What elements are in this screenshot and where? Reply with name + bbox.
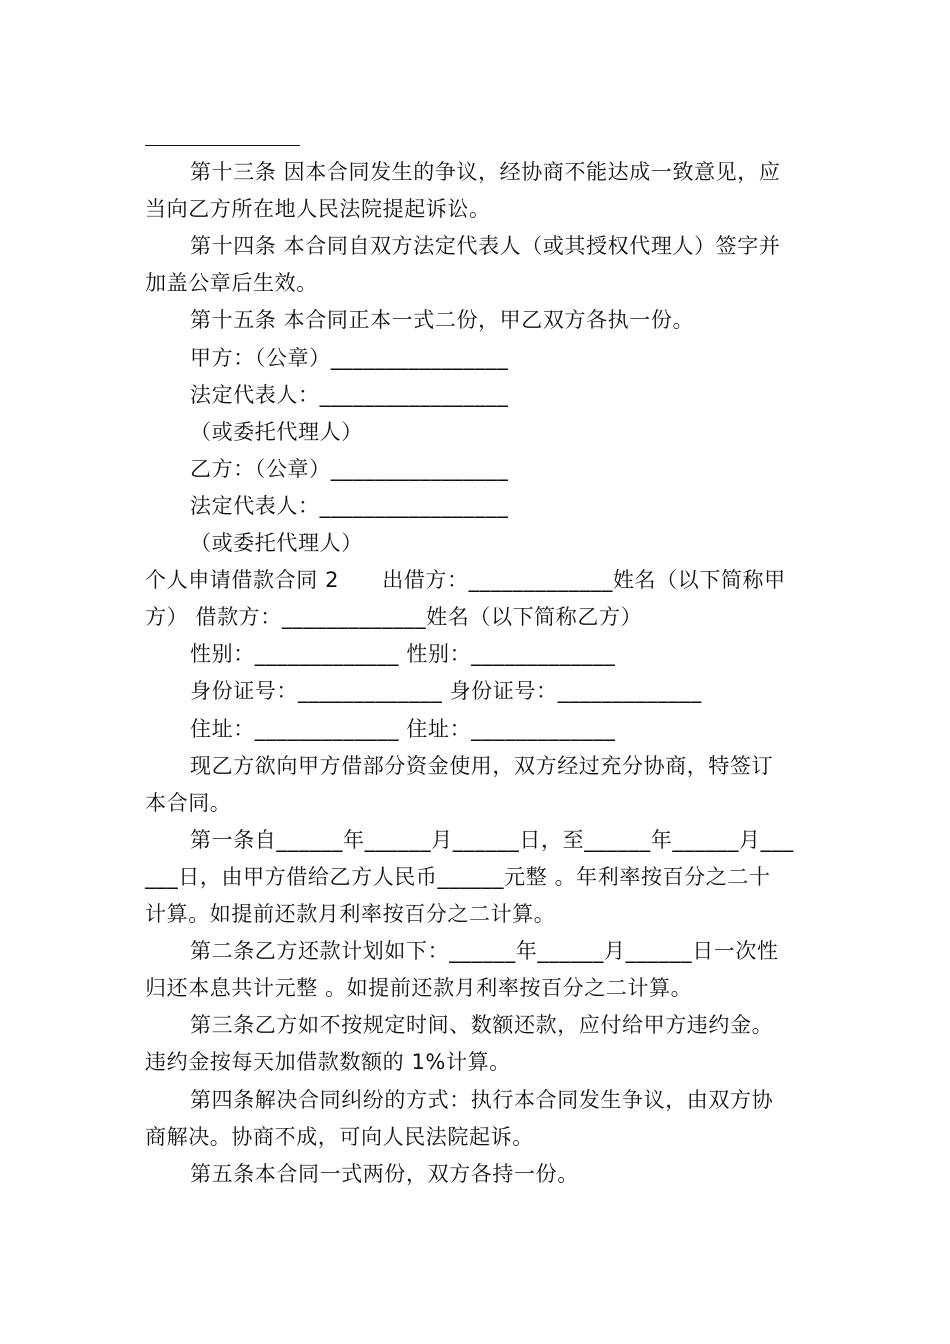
text-line: 法定代表人：_________________ <box>190 382 509 407</box>
text-line: 第十四条 本合同自双方法定代表人（或其授权代理人）签字并 <box>190 234 781 259</box>
text-line: 住址：_____________ 住址：_____________ <box>190 716 616 741</box>
text-line: 乙方：（公章）________________ <box>190 456 509 481</box>
text-line: 法定代表人：_________________ <box>190 493 509 518</box>
text-line: 第二条乙方还款计划如下：______年______月______日一次性 <box>190 939 779 964</box>
text-line: 商解决。协商不成，可向人民法院起诉。 <box>145 1124 534 1149</box>
text-line: 个人申请借款合同 2 出借方：_____________姓名（以下简称甲 <box>145 568 786 593</box>
text-line: 违约金按每天加借款数额的 1%计算。 <box>145 1050 511 1075</box>
text-line: 计算。如提前还款月利率按百分之二计算。 <box>145 902 556 926</box>
text-line: 第五条本合同一式两份，双方各持一份。 <box>190 1161 579 1186</box>
text-line: 身份证号：_____________ 身份证号：_____________ <box>190 679 702 704</box>
text-line: 性别：_____________ 性别：_____________ <box>190 642 616 667</box>
text-line: 甲方：（公章）________________ <box>190 345 509 370</box>
text-line: 方） 借款方：_____________姓名（以下简称乙方） <box>145 605 643 630</box>
text-line: （或委托代理人） <box>190 531 363 555</box>
text-line: 归还本息共计元整 。如提前还款月利率按百分之二计算。 <box>145 976 693 1001</box>
top-blank-line <box>145 145 300 146</box>
text-line: 现乙方欲向甲方借部分资金使用，双方经过充分协商，特签订 <box>190 753 774 778</box>
text-line: 第三条乙方如不按规定时间、数额还款，应付给甲方违约金。 <box>190 1013 774 1038</box>
text-line: ___日，由甲方借给乙方人民币______元整 。年利率按百分之二十 <box>145 864 771 889</box>
text-line: 加盖公章后生效。 <box>145 271 318 296</box>
text-line: （或委托代理人） <box>190 419 363 444</box>
text-line: 第十五条 本合同正本一式二份，甲乙双方各执一份。 <box>190 308 695 333</box>
text-line: 第十三条 因本合同发生的争议，经协商不能达成一致意见，应 <box>190 160 781 184</box>
text-line: 第一条自______年______月______日，至______年______月___ <box>190 827 794 852</box>
text-line: 当向乙方所在地人民法院提起诉讼。 <box>145 197 491 222</box>
text-line: 第四条解决合同纠纷的方式：执行本合同发生争议，由双方协 <box>190 1087 774 1112</box>
text-line: 本合同。 <box>145 790 232 815</box>
